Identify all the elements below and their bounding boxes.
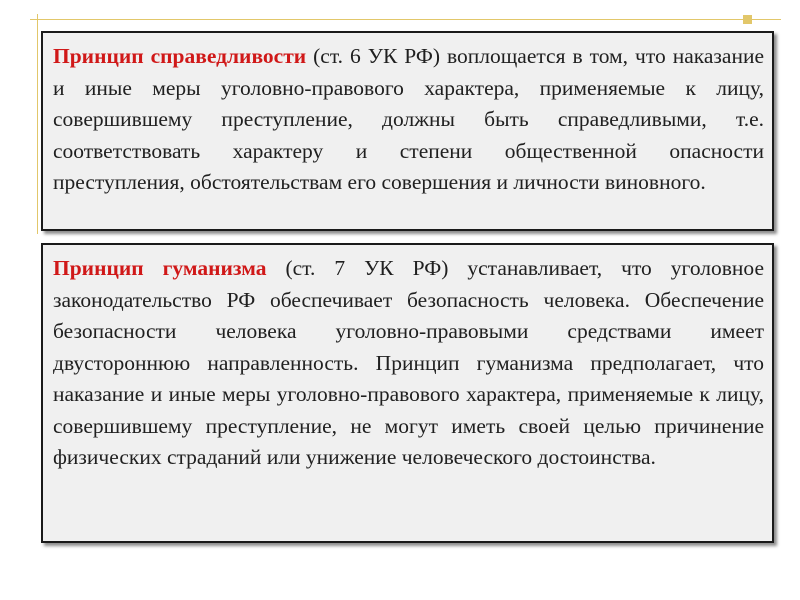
justice-principle-text: (ст. 6 УК РФ) воплощается в том, что наказание и иные меры уголовно-правового характера, применяемые к лицу, совершившему преступление, должны быть справедливыми, т.е. соответствовать характеру и степени общественной опасности преступления, обстоятельствам его совершения и личности виновного. xyxy=(53,44,764,194)
justice-principle-term: Принцип справедливости xyxy=(53,44,307,68)
humanism-principle-term: Принцип гуманизма xyxy=(53,256,267,280)
humanism-principle-text: (ст. 7 УК РФ) устанавливает, что уголовное законодательство РФ обеспечивает безопасность человека. Обеспечение безопасности человека уголовно-правовыми средствами имеет двустороннюю направленность. Принцип гуманизма предполагает, что наказание и иные меры уголовно-правового характера, применяемые к лицу, совершившему преступление, не могут иметь своей целью причинение физических страданий или унижение человеческого достоинства. xyxy=(53,256,764,469)
justice-principle-box xyxy=(41,31,774,231)
humanism-principle-box xyxy=(41,243,774,543)
decorative-vertical-line xyxy=(37,14,38,234)
decorative-square xyxy=(743,15,752,24)
decorative-horizontal-line xyxy=(30,19,781,20)
